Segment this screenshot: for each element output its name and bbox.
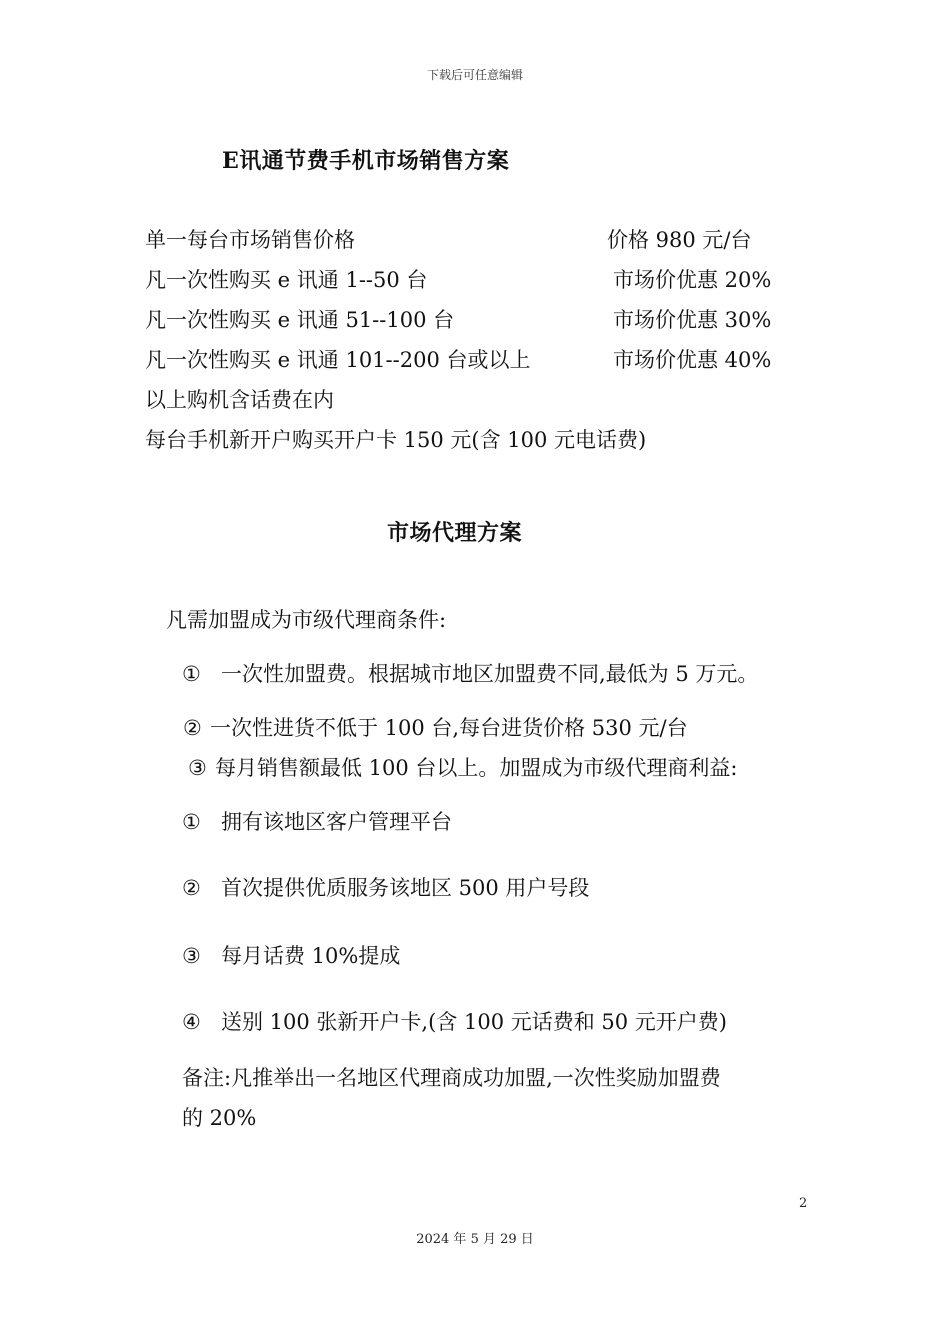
header-note: 下载后可任意编辑 xyxy=(426,68,523,82)
discount-row-left: 凡一次性购买 e 讯通 101--200 台或以上 xyxy=(145,348,531,372)
card-note: 每台手机新开户购买开户卡 150 元(含 100 元电话费) xyxy=(145,428,647,452)
discount-row-left: 凡一次性购买 e 讯通 51--100 台 xyxy=(145,308,455,332)
benefit-item: 首次提供优质服务该地区 500 用户号段 xyxy=(221,876,590,900)
condition-marker: ① xyxy=(182,662,201,686)
benefit-item: 拥有该地区客户管理平台 xyxy=(221,810,452,834)
condition-marker: ② xyxy=(183,716,202,740)
discount-row-left: 凡一次性购买 e 讯通 1--50 台 xyxy=(145,268,428,292)
discount-row-right: 市场价优惠 30% xyxy=(613,308,772,332)
price-row-right: 价格 980 元/台 xyxy=(607,228,752,252)
condition-item: 一次性加盟费。根据城市地区加盟费不同,最低为 5 万元。 xyxy=(221,662,759,686)
condition-item: 每月销售额最低 100 台以上。加盟成为市级代理商利益: xyxy=(215,756,738,780)
page-number: 2 xyxy=(799,1196,808,1211)
discount-row-right: 市场价优惠 40% xyxy=(613,348,772,372)
discount-row-right: 市场价优惠 20% xyxy=(613,268,772,292)
price-row-left: 单一每台市场销售价格 xyxy=(145,228,355,252)
agency-plan-title: 市场代理方案 xyxy=(387,520,523,546)
condition-item: 一次性进货不低于 100 台,每台进货价格 530 元/台 xyxy=(210,716,688,740)
benefit-marker: ① xyxy=(182,810,201,834)
purchase-note: 以上购机含话费在内 xyxy=(145,388,334,412)
benefit-marker: ④ xyxy=(182,1010,201,1034)
condition-marker: ③ xyxy=(188,756,207,780)
benefit-item: 每月话费 10%提成 xyxy=(221,944,401,968)
remark-line: 的 20% xyxy=(182,1106,257,1130)
remark-line: 备注:凡推举出一名地区代理商成功加盟,一次性奖励加盟费 xyxy=(182,1066,721,1090)
sales-plan-title: E讯通节费手机市场销售方案 xyxy=(222,148,510,174)
benefit-item: 送别 100 张新开户卡,(含 100 元话费和 50 元开户费) xyxy=(221,1010,727,1034)
benefit-marker: ③ xyxy=(182,944,201,968)
footer-date: 2024 年 5 月 29 日 xyxy=(416,1232,534,1247)
conditions-heading: 凡需加盟成为市级代理商条件: xyxy=(166,608,447,632)
benefit-marker: ② xyxy=(182,876,201,900)
